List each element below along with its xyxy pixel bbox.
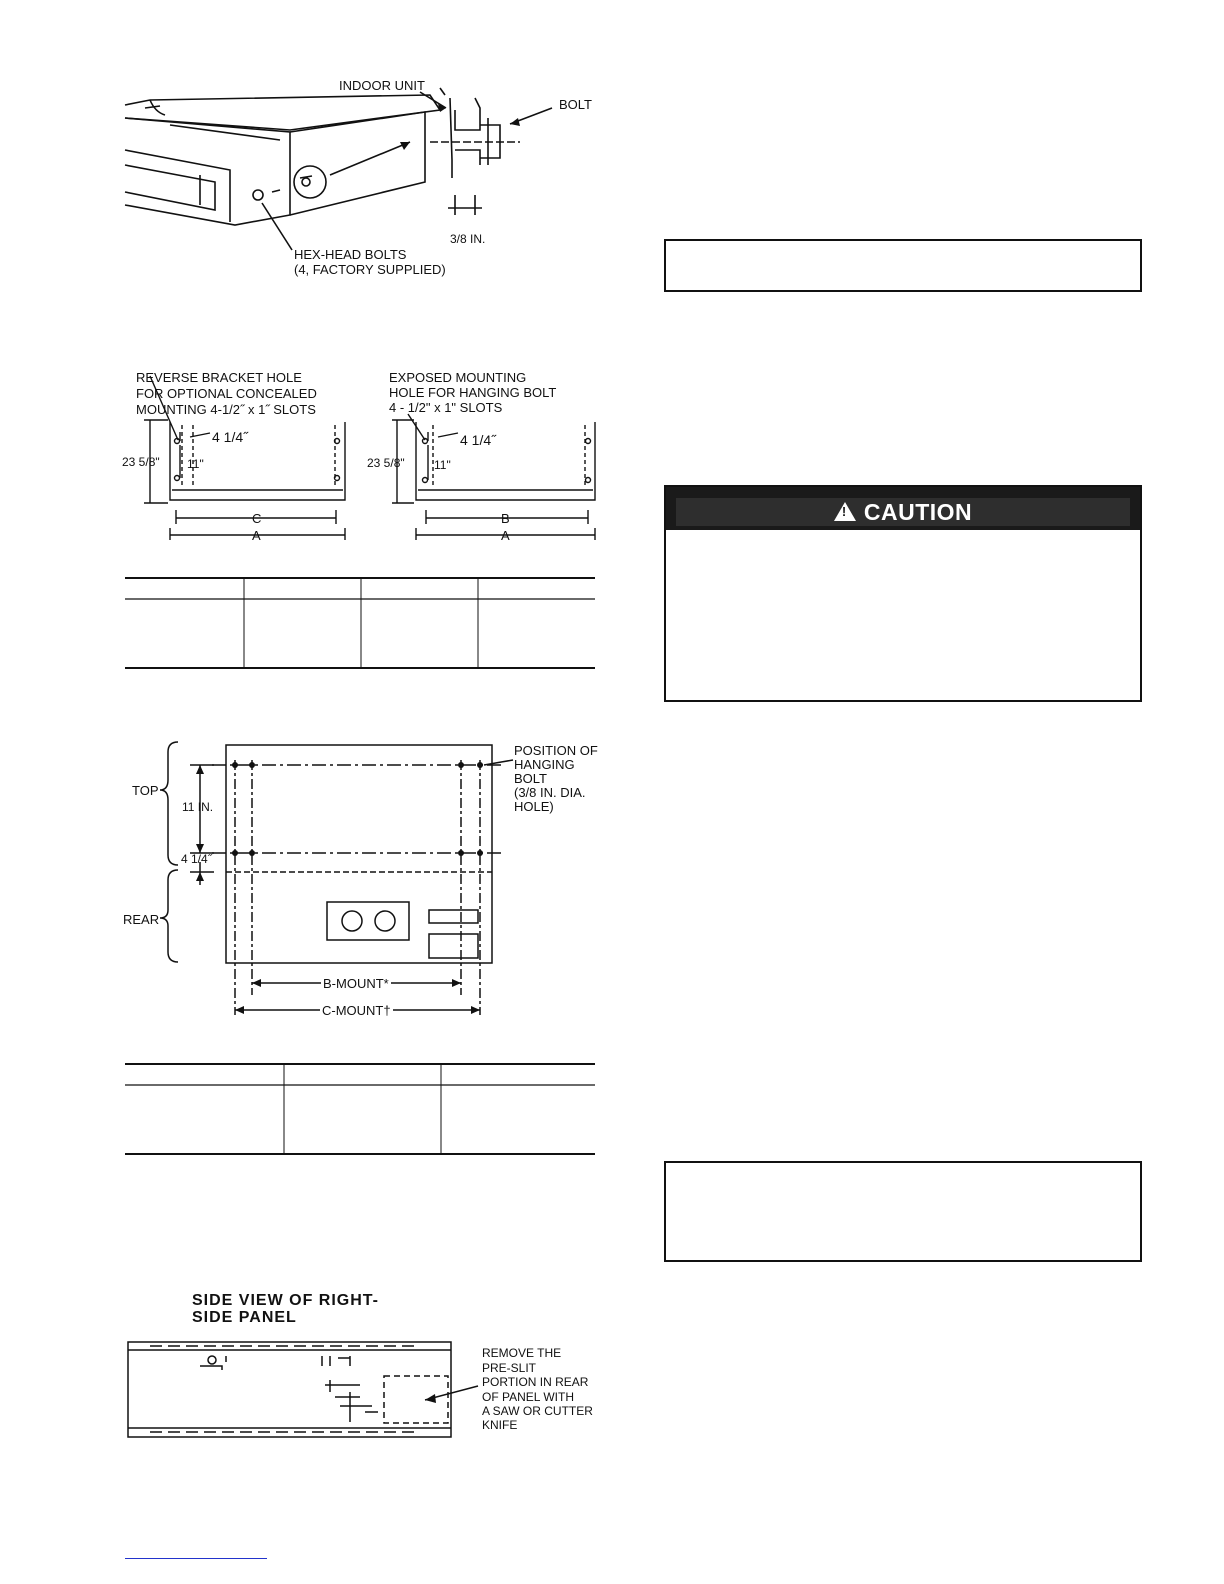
- position-label-3: BOLT: [514, 771, 547, 786]
- top-label: TOP: [132, 783, 159, 798]
- spacing-label: 3/8 IN.: [450, 232, 486, 246]
- dim-11-in: 11 IN.: [182, 800, 214, 814]
- remove-note-5: A SAW OR CUTTER: [482, 1404, 593, 1418]
- right-dim-11: 11": [434, 458, 451, 472]
- right-dim-a: A: [501, 528, 510, 543]
- position-label-4: (3/8 IN. DIA.: [514, 785, 586, 800]
- left-dim-4-1-4: 4 1/4˝: [212, 429, 248, 445]
- caution-title: [666, 499, 1140, 525]
- caution-box: [664, 485, 1142, 702]
- remove-note-2: PRE-SLIT: [482, 1361, 537, 1375]
- right-dim-23-5-8: 23 5/8": [367, 456, 405, 470]
- c-mount-label: C-MOUNT†: [322, 1003, 391, 1018]
- dim-4-1-4-top: 4 1/4˝: [181, 852, 212, 866]
- left-dim-c: C: [252, 511, 262, 526]
- exposed-mounting-label-3: 4 - 1/2" x 1" SLOTS: [389, 400, 503, 415]
- left-dim-23-5-8: 23 5/8": [122, 455, 160, 469]
- remove-note-6: KNIFE: [482, 1418, 518, 1432]
- reverse-bracket-label-3: MOUNTING 4-1/2˝ x 1˝ SLOTS: [136, 402, 316, 417]
- note-box-top: [664, 239, 1142, 292]
- remove-note-4: OF PANEL WITH: [482, 1390, 575, 1404]
- caution-title-text: CAUTION: [863, 499, 973, 525]
- left-dim-11: 11": [187, 457, 204, 471]
- hex-bolts-label: HEX-HEAD BOLTS: [294, 247, 407, 262]
- rear-label: REAR: [123, 912, 160, 927]
- left-dim-a: A: [252, 528, 261, 543]
- right-dim-4-1-4: 4 1/4˝: [460, 432, 496, 448]
- position-label-1: POSITION OF: [514, 743, 598, 758]
- reverse-bracket-label: REVERSE BRACKET HOLE: [136, 370, 302, 385]
- warning-triangle-icon: [834, 502, 856, 521]
- remove-note-3: PORTION IN REAR: [482, 1375, 589, 1389]
- bolt-label: BOLT: [559, 97, 592, 112]
- position-label-5: HOLE): [514, 799, 554, 814]
- indoor-unit-label: INDOOR UNIT: [339, 78, 425, 93]
- b-mount-label: B-MOUNT*: [323, 976, 389, 991]
- footnote-rule: [125, 1558, 267, 1559]
- exposed-mounting-label: EXPOSED MOUNTING: [389, 370, 527, 385]
- right-dim-b: B: [501, 511, 510, 526]
- caution-header: [666, 487, 1140, 530]
- reverse-bracket-label-2: FOR OPTIONAL CONCEALED: [136, 386, 317, 401]
- exposed-mounting-label-2: HOLE FOR HANGING BOLT: [389, 385, 557, 400]
- side-view-title-2: SIDE PANEL: [192, 1309, 297, 1326]
- remove-note-1: REMOVE THE: [482, 1346, 562, 1360]
- position-label-2: HANGING: [514, 757, 575, 772]
- note-box-bottom: [664, 1161, 1142, 1262]
- side-view-title-1: SIDE VIEW OF RIGHT-: [192, 1292, 380, 1309]
- hex-bolts-note: (4, FACTORY SUPPLIED): [294, 262, 446, 277]
